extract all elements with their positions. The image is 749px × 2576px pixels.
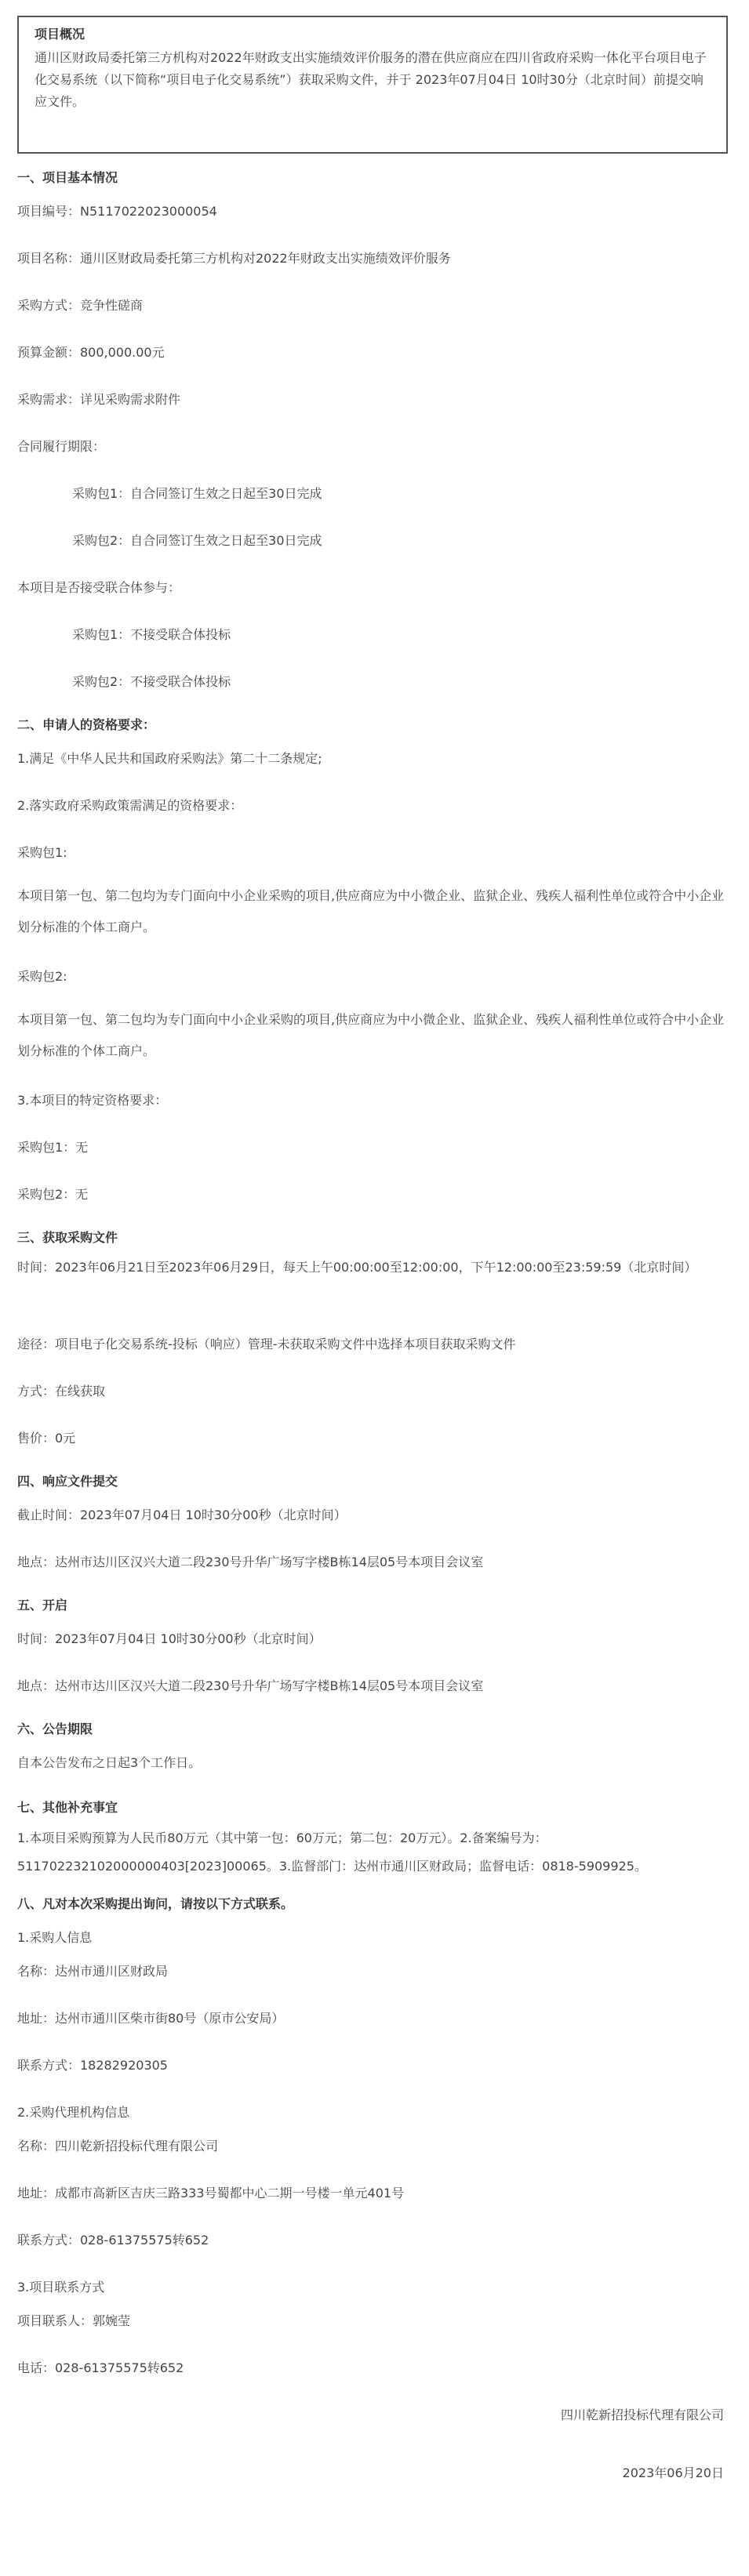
section-6-heading: 六、公告期限: [17, 1722, 93, 1736]
document-price: 售价：0元: [17, 1431, 76, 1446]
contract-period-label: 合同履行期限：: [17, 439, 106, 454]
requirement-2: 2.落实政府采购政策需满足的资格要求：: [17, 798, 243, 813]
buyer-address: 地址：达州市通川区柴市街80号（原市公安局）: [17, 2011, 285, 2026]
overview-title: 项目概况: [35, 27, 85, 42]
announcement-period: 自本公告发布之日起3个工作日。: [17, 1755, 202, 1770]
submission-deadline: 截止时间：2023年07月04日 10时30分00秒（北京时间）: [17, 1508, 347, 1522]
agency-info-heading: 2.采购代理机构信息: [17, 2105, 130, 2120]
period-package-1: 采购包1：自合同签订生效之日起至30日完成: [72, 486, 322, 501]
document-mode: 方式：在线获取: [17, 1384, 106, 1399]
procurement-need: 采购需求：详见采购需求附件: [17, 392, 181, 407]
buyer-name: 名称：达州市通川区财政局: [17, 1964, 169, 1979]
qualification-package-2-text: 本项目第一包、第二包均为专门面向中小企业采购的项目,供应商应为中小微企业、监狱企业、残疾人福利性单位或符合中小企业划分标准的个体工商户。: [17, 1012, 725, 1058]
requirement-1: 1.满足《中华人民共和国政府采购法》第二十二条规定;: [17, 751, 322, 766]
consortium-package-1: 采购包1：不接受联合体投标: [72, 627, 231, 642]
qualification-package-2-label: 采购包2:: [17, 969, 67, 984]
agency-contact: 联系方式：028-61375575转652: [17, 2233, 209, 2248]
buyer-info-heading: 1.采购人信息: [17, 1930, 93, 1945]
document-time: 时间：2023年06月21日至2023年06月29日，每天上午00:00:00至12:00:00，下午12:00:00至23:59:59（北京时间）: [17, 1260, 697, 1275]
project-code: 项目编号：N5117022023000054: [17, 204, 217, 219]
buyer-contact: 联系方式：18282920305: [17, 2058, 168, 2073]
project-overview-box: [17, 16, 728, 154]
procurement-method: 采购方式：竞争性磋商: [17, 298, 144, 313]
project-contact-person: 项目联系人：郭婉莹: [17, 2313, 131, 2328]
document-way: 途径：项目电子化交易系统-投标（响应）管理-未获取采购文件中选择本项目获取采购文件: [17, 1337, 516, 1351]
section-2-heading: 二、申请人的资格要求：: [17, 717, 156, 732]
project-name: 项目名称：通川区财政局委托第三方机构对2022年财政支出实施绩效评价服务: [17, 251, 451, 266]
section-5-heading: 五、开启: [17, 1598, 68, 1613]
section-3-heading: 三、获取采购文件: [17, 1230, 118, 1245]
requirement-3: 3.本项目的特定资格要求：: [17, 1093, 168, 1108]
submission-place: 地点：达州市达川区汉兴大道二段230号升华广场写字楼B栋14层05号本项目会议室: [17, 1555, 484, 1569]
consortium-label: 本项目是否接受联合体参与：: [17, 580, 181, 595]
agency-name: 名称：四川乾新招投标代理有限公司: [17, 2139, 219, 2153]
agency-address: 地址：成都市高新区吉庆三路333号蜀都中心二期一号楼一单元401号: [17, 2186, 405, 2200]
qualification-package-1-text: 本项目第一包、第二包均为专门面向中小企业采购的项目,供应商应为中小微企业、监狱企业、残疾人福利性单位或符合中小企业划分标准的个体工商户。: [17, 888, 725, 934]
project-contact-heading: 3.项目联系方式: [17, 2280, 105, 2295]
signature-organization: 四川乾新招投标代理有限公司: [560, 2407, 724, 2422]
qualification-package-1-label: 采购包1:: [17, 845, 67, 860]
specific-package-1: 采购包1：无: [17, 1140, 89, 1155]
signature-date: 2023年06月20日: [622, 2465, 724, 2480]
section-7-heading: 七、其他补充事宜: [17, 1800, 118, 1815]
supplementary-info: 1.本项目采购预算为人民币80万元（其中第一包：60万元；第二包：20万元）。2.备案编号为：511702232102000000403[2023]00065。3.监督部门：达州市通川区财政局；监督电话：0818-5909925。: [17, 1830, 647, 1874]
specific-package-2: 采购包2：无: [17, 1187, 89, 1202]
period-package-2: 采购包2：自合同签订生效之日起至30日完成: [72, 533, 322, 548]
budget-amount: 预算金额：800,000.00元: [17, 345, 165, 360]
opening-time: 时间：2023年07月04日 10时30分00秒（北京时间）: [17, 1631, 322, 1646]
section-8-heading: 八、凡对本次采购提出询问，请按以下方式联系。: [17, 1896, 294, 1911]
section-1-heading: 一、项目基本情况: [17, 170, 118, 185]
overview-text: 通川区财政局委托第三方机构对2022年财政支出实施绩效评价服务的潜在供应商应在四川省政府采购一体化平台项目电子化交易系统（以下简称“项目电子化交易系统”）获取采购文件，并于 2023年07月04日 10时30分（北京时间）前提交响应文件。: [35, 50, 707, 109]
section-4-heading: 四、响应文件提交: [17, 1474, 118, 1489]
opening-place: 地点：达州市达川区汉兴大道二段230号升华广场写字楼B栋14层05号本项目会议室: [17, 1678, 484, 1693]
consortium-package-2: 采购包2：不接受联合体投标: [72, 674, 231, 689]
project-contact-phone: 电话：028-61375575转652: [17, 2360, 184, 2375]
